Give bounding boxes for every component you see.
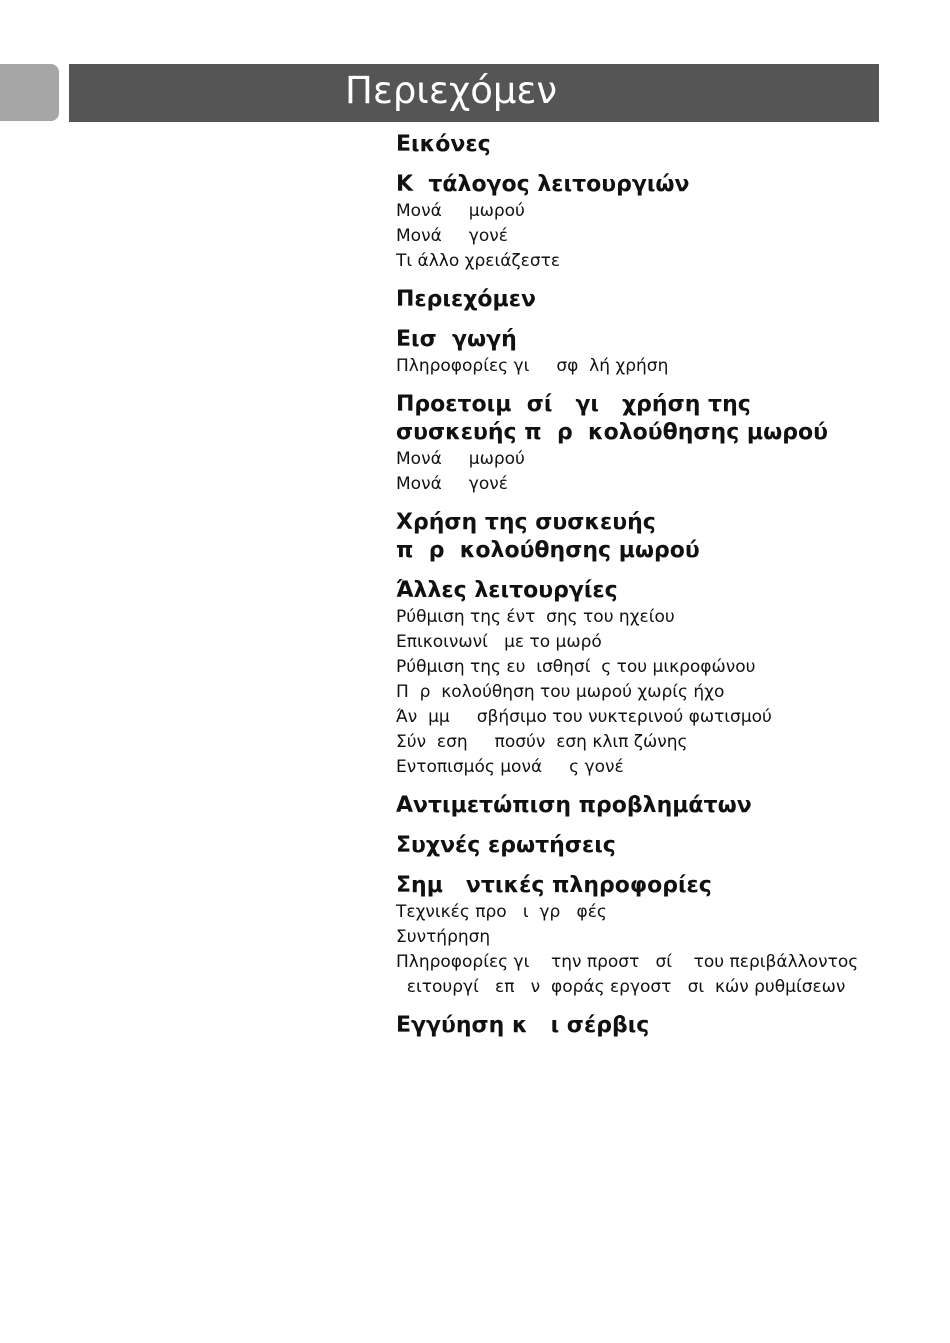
toc-heading[interactable]: Περιεχόμεν	[396, 287, 536, 312]
toc-heading[interactable]: Προετοιμ σί γι χρήση της	[396, 392, 751, 417]
toc-heading-continued[interactable]: π ρ κολούθησης μωρού	[396, 538, 700, 563]
toc-item[interactable]: Άν μμ σβήσιμο του νυκτερινού φωτισμού	[396, 707, 772, 727]
toc-item[interactable]: ειτουργί επ ν φοράς εργοστ σι κών ρυθμίσεων	[396, 977, 846, 997]
toc-item[interactable]: Ρύθμιση της ευ ισθησί ς του μικροφώνου	[396, 657, 756, 677]
toc-section-troubleshooting	[396, 792, 876, 820]
toc-item[interactable]: Πληροφορίες γι σφ λή χρήση	[396, 356, 669, 376]
toc-section-using	[396, 509, 876, 565]
toc-item[interactable]: Μονά μωρού	[396, 449, 525, 469]
toc-section-important-info	[396, 872, 876, 1000]
toc-item[interactable]: Μονά γονέ	[396, 226, 508, 246]
toc-section-contents	[396, 286, 876, 314]
toc-section-features	[396, 171, 876, 274]
toc-item[interactable]: Μονά μωρού	[396, 201, 525, 221]
table-of-contents	[396, 127, 876, 1040]
toc-item[interactable]: Πληροφορίες γι την προστ σί του περιβάλλοντος	[396, 952, 859, 972]
chapter-tab	[0, 64, 59, 121]
toc-section-preparation	[396, 391, 876, 497]
toc-heading[interactable]: Κ τάλογος λειτουργιών	[396, 172, 690, 197]
toc-section-other-features	[396, 577, 876, 780]
toc-heading[interactable]: Εγγύηση κ ι σέρβις	[396, 1013, 650, 1038]
toc-heading[interactable]: Συχνές ερωτήσεις	[396, 833, 616, 858]
toc-item[interactable]: Εντοπισμός μονά ς γονέ	[396, 757, 624, 777]
toc-heading-continued[interactable]: συσκευής π ρ κολούθησης μωρού	[396, 420, 828, 445]
toc-item[interactable]: Μονά γονέ	[396, 474, 508, 494]
toc-heading[interactable]: Άλλες λειτουργίες	[396, 578, 618, 603]
toc-section-warranty	[396, 1012, 876, 1040]
toc-section-faq	[396, 832, 876, 860]
toc-section-introduction	[396, 326, 876, 379]
toc-item[interactable]: Τι άλλο χρειάζεστε	[396, 251, 561, 271]
toc-heading[interactable]: Αντιμετώπιση προβλημάτων	[396, 793, 752, 818]
toc-heading[interactable]: Χρήση της συσκευής	[396, 510, 656, 535]
toc-item[interactable]: Τεχνικές προ ι γρ φές	[396, 902, 607, 922]
toc-section-images	[396, 131, 876, 159]
toc-heading[interactable]: Εισ γωγή	[396, 327, 517, 352]
page-title: Περιεχόμεν	[345, 69, 558, 112]
toc-item[interactable]: Συντήρηση	[396, 927, 491, 947]
title-bar	[69, 64, 879, 122]
toc-item[interactable]: Π ρ κολούθηση του μωρού χωρίς ήχο	[396, 682, 725, 702]
toc-item[interactable]: Ρύθμιση της έντ σης του ηχείου	[396, 607, 675, 627]
toc-item[interactable]: Επικοινωνί με το μωρό	[396, 632, 602, 652]
toc-item[interactable]: Σύν εση ποσύν εση κλιπ ζώνης	[396, 732, 688, 752]
toc-heading[interactable]: Εικόνες	[396, 132, 491, 157]
toc-heading[interactable]: Σημ ντικές πληροφορίες	[396, 873, 712, 898]
